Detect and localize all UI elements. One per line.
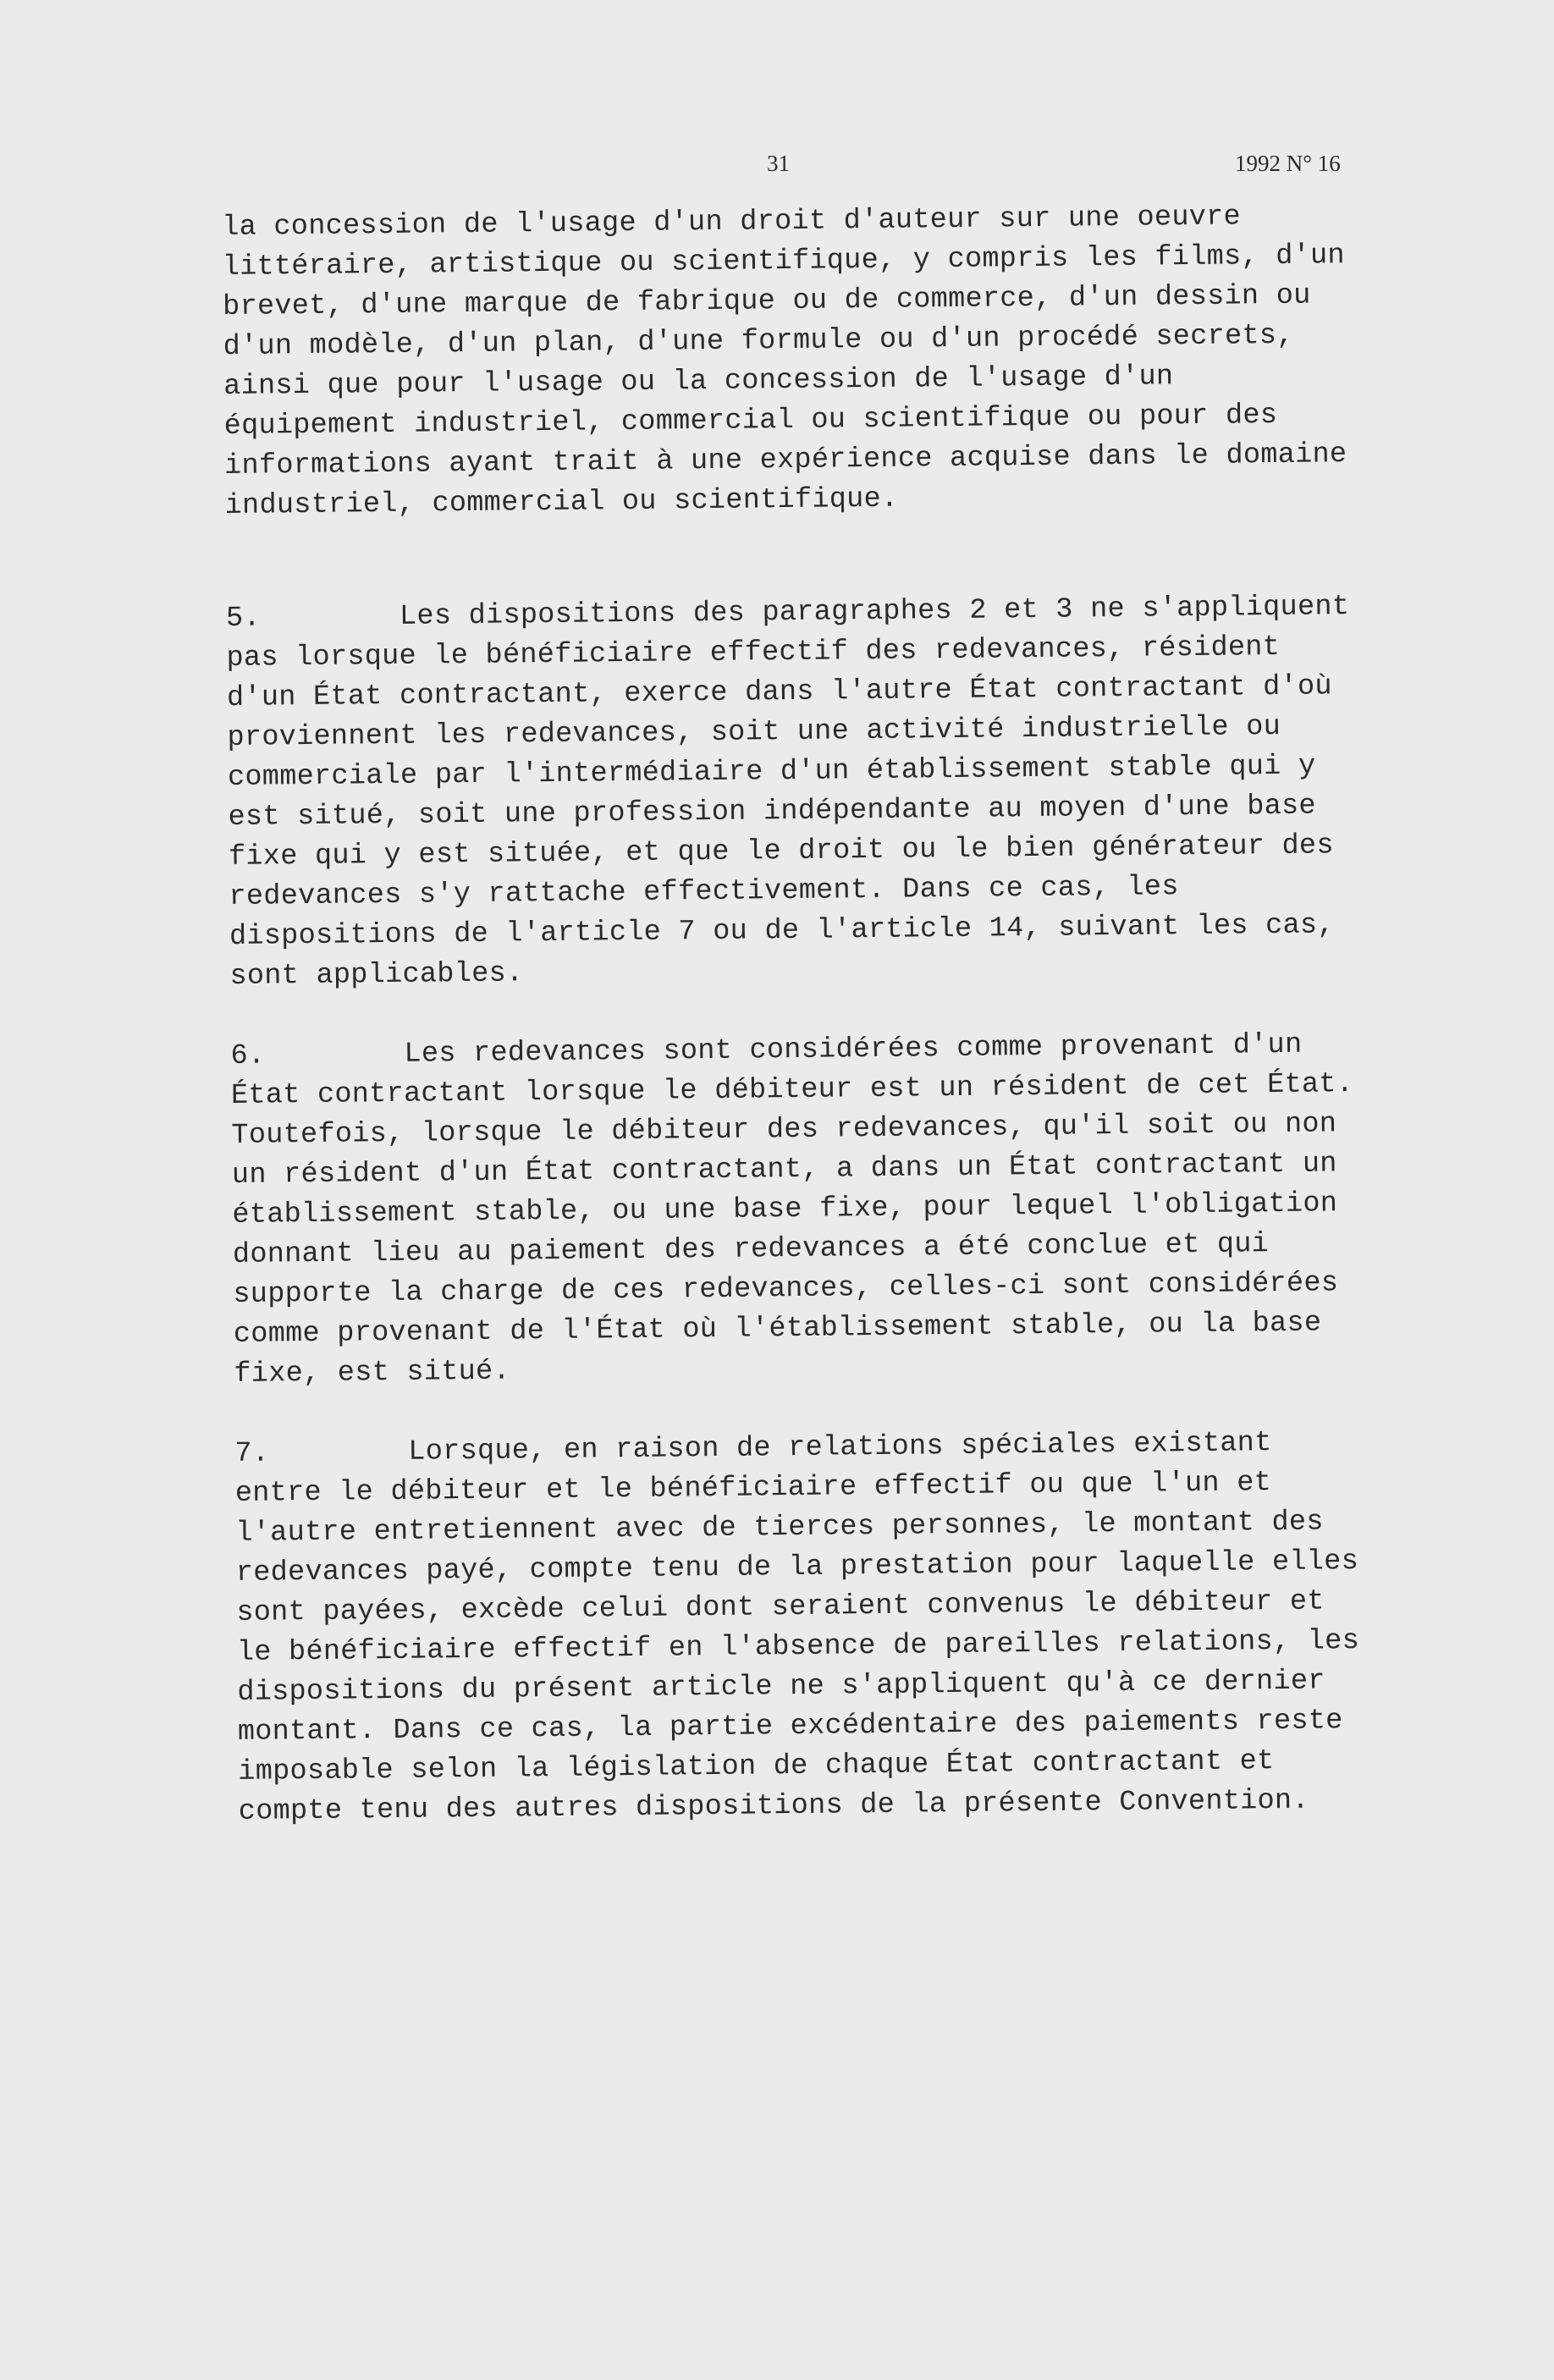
text-line: entre le débiteur et le bénéficiaire effectif ou que l'un et: [234, 1467, 1272, 1510]
text-line: établissement stable, ou une base fixe, pour lequel l'obligation: [232, 1187, 1338, 1231]
text-line: est situé, soit une profession indépendante au moyen d'une base: [228, 790, 1317, 834]
text-line: Toutefois, lorsque le débiteur des redevances, qu'il soit ou non: [231, 1108, 1337, 1152]
text-line: Les dispositions des paragraphes 2 et 3 ne s'appliquent: [399, 591, 1350, 633]
text-line: brevet, d'une marque de fabrique ou de commerce, d'un dessin ou: [223, 279, 1311, 323]
text-line: le bénéficiaire effectif en l'absence de pareilles relations, les: [236, 1625, 1360, 1669]
text-line: littéraire, artistique ou scientifique, y compris les films, d'un: [222, 240, 1346, 284]
paragraph-5: [226, 587, 1398, 997]
text-line: Lorsque, en raison de relations spéciales existant: [408, 1427, 1272, 1468]
text-line: montant. Dans ce cas, la partie excédentaire des paiements reste: [237, 1705, 1343, 1749]
text-line: équipement industriel, commercial ou scientifique ou pour des: [223, 399, 1278, 443]
paragraph-number: 7.: [234, 1437, 270, 1470]
text-line: ainsi que pour l'usage ou la concession de l'usage d'un: [223, 361, 1174, 403]
text-line: imposable selon la législation de chaque État contractant et: [238, 1745, 1275, 1788]
text-line: redevances payé, compte tenu de la prestation pour laquelle elles: [235, 1545, 1359, 1589]
page-header: [0, 151, 1554, 201]
text-line: pas lorsque le bénéficiaire effectif des redevances, résident: [226, 631, 1281, 675]
text-line: proviennent les redevances, soit une activité industrielle ou: [227, 710, 1281, 754]
text-line: d'un État contractant, exerce dans l'autre État contractant d'où: [226, 670, 1333, 714]
document-reference: 1992 N° 16: [1235, 151, 1341, 176]
text-line: sont applicables.: [229, 957, 524, 993]
document-body: [222, 196, 1407, 1832]
text-line: Les redevances sont considérées comme provenant d'un: [404, 1028, 1303, 1071]
text-line: fixe qui y est située, et que le droit ou le bien générateur des: [228, 829, 1334, 873]
text-line: État contractant lorsque le débiteur est un résident de cet État.: [230, 1068, 1354, 1112]
text-line: l'autre entretiennent avec de tierces personnes, le montant des: [235, 1506, 1324, 1550]
paragraph-continuation: [222, 196, 1393, 526]
paragraph-7: [234, 1422, 1407, 1832]
text-line: donnant lieu au paiement des redevances a été conclue et qui: [232, 1228, 1270, 1271]
text-line: sont payées, excède celui dont seraient convenus le débiteur et: [236, 1585, 1325, 1629]
text-line: dispositions de l'article 7 ou de l'article 14, suivant les cas,: [229, 909, 1335, 953]
text-line: dispositions du présent article ne s'appliquent qu'à ce dernier: [237, 1665, 1325, 1709]
text-line: supporte la charge de ces redevances, celles-ci sont considérées: [233, 1267, 1339, 1311]
paragraph-number: 5.: [225, 602, 262, 635]
text-line: informations ayant trait à une expérience acquise dans le domaine: [223, 438, 1347, 482]
text-line: redevances s'y rattache effectivement. Dans ce cas, les: [229, 871, 1179, 913]
text-line: compte tenu des autres dispositions de la présente Convention.: [238, 1784, 1309, 1828]
paragraph-6: [230, 1024, 1402, 1394]
text-line: un résident d'un État contractant, a dans un État contractant un: [231, 1148, 1337, 1192]
paragraph-number: 6.: [230, 1039, 266, 1072]
text-line: d'un modèle, d'un plan, d'une formule ou d'un procédé secrets,: [223, 319, 1294, 363]
text-line: commerciale par l'intermédiaire d'un établissement stable qui y: [227, 750, 1316, 794]
page-number: 31: [767, 151, 790, 176]
text-line: comme provenant de l'État où l'établissement stable, ou la base: [233, 1307, 1322, 1351]
text-line: industriel, commercial ou scientifique.: [224, 482, 899, 522]
text-line: la concession de l'usage d'un droit d'auteur sur une oeuvre: [222, 201, 1242, 244]
text-line: fixe, est situé.: [234, 1355, 511, 1391]
